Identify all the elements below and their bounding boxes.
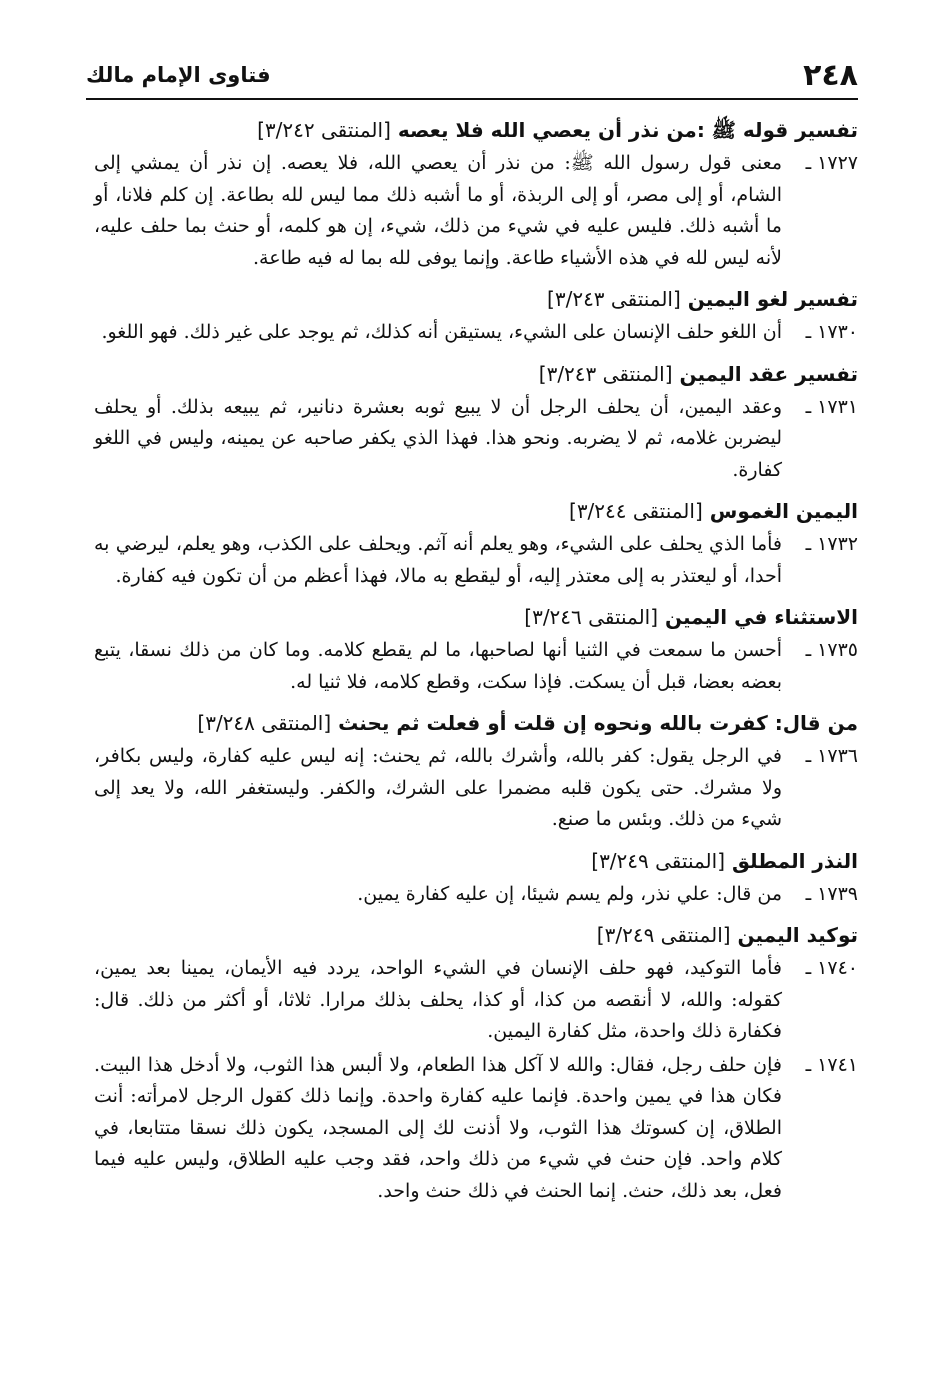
entry-text: فأما الذي يحلف على الشيء، وهو يعلم أنه آثم. ويحلف على الكذب، وهو يعلم، ليرضي به أحدا، أو ليعتذر به إلى معتذر إليه، أو ليقطع به مالا، فهذا أعظم من أن تكون فيه كفارة. (94, 533, 782, 587)
section (94, 599, 858, 698)
entry-text: أن اللغو حلف الإنسان على الشيء، يستيقن أنه كذلك، ثم يوجد على غير ذلك. فهو اللغو. (101, 321, 782, 343)
entry-number: ١٧٣٦ ـ (805, 745, 858, 767)
section-heading (94, 493, 858, 529)
section-title: الاستثناء في اليمين (665, 605, 858, 629)
section-title: تفسير عقد اليمين (679, 361, 858, 386)
fatwa-entry (94, 879, 858, 911)
entry-text: وعقد اليمين، أن يحلف الرجل أن لا يبيع ثوبه بعشرة دنانير، ثم يبيعه بذلك. أو يحلف ليضربن غلامه، ثم لا يضربه. ونحو هذا. فهذا الذي يكفر صاحبه عن يمينه، وليس في اللغو كفارة. (94, 395, 782, 481)
entry-number: ١٧٤١ ـ (805, 1053, 858, 1076)
section (94, 356, 858, 487)
entry-number: ١٧٤٠ ـ (805, 957, 858, 979)
entry-text: في الرجل يقول: كفر بالله، وأشرك بالله، ثم يحنث: إنه ليس عليه كفارة، وليس بكافر، ولا مشرك. حتى يكون قلبه مضمرا على الشرك، والكفر. وليستغفر الله، ولا يعد إلى شيء من ذلك. وبئس ما صنع. (94, 745, 782, 830)
section-heading (94, 112, 858, 148)
section (94, 281, 858, 349)
section-reference: [المنتقى ٣/٢٤٣] (538, 361, 673, 386)
entry-number: ١٧٢٧ ـ (805, 152, 858, 174)
fatwa-entry (94, 1050, 858, 1208)
section-title: تفسير قوله ﷺ :من نذر أن يعصي الله فلا يعصه (397, 118, 858, 142)
section-reference: [المنتقى ٣/٢٤٢] (257, 118, 391, 142)
section-reference: [المنتقى ٣/٢٤٩] (596, 923, 731, 947)
section-heading (94, 281, 858, 317)
section-title: من قال: كفرت بالله ونحوه إن قلت أو فعلت ثم يحنث (338, 711, 858, 735)
entry-text: من قال: علي نذر، ولم يسم شيئا، إن عليه كفارة يمين. (357, 882, 782, 905)
section-heading (94, 599, 858, 635)
entry-number: ١٧٣٥ ـ (805, 639, 858, 661)
entry-text: فأما التوكيد، فهو حلف الإنسان في الشيء الواحد، يردد فيه الأيمان، يمينا بعد يمين، كقوله: والله، لا أنقصه من كذا، أو كذا، يحلف بذلك مرارا. ثلاثا، أو أكثر من ذلك. قال: فكفارة ذلك واحدة، مثل كفارة اليمين. (94, 957, 782, 1042)
section (94, 705, 858, 836)
section-reference: [المنتقى ٣/٢٤٤] (569, 499, 703, 523)
page-number: ٢٤٨ (803, 57, 858, 93)
section (94, 493, 858, 592)
section-heading (94, 843, 858, 879)
entry-text: فإن حلف رجل، فقال: والله لا آكل هذا الطعام، ولا ألبس هذا الثوب، ولا أدخل هذا البيت. فكان هذا في يمين واحدة. فإنما عليه كفارة واحدة. وإنما ذلك كقول الرجل لامرأته: أنت الطلاق، إن كسوتك هذا الثوب، ولا أذنت لك إلى المسجد، يكون ذلك نسقا متتابعا، في كلام واحد. فإن حنث في شيء من ذلك واحد، فقد وجب عليه الطلاق، وليس عليه فيما فعل، بعد ذلك، حنث. إنما الحنث في ذلك حنث واحد. (94, 1053, 782, 1202)
running-title: فتاوى الإمام مالك (86, 63, 271, 87)
section-reference: [المنتقى ٣/٢٤٩] (591, 848, 726, 873)
running-header (86, 52, 858, 100)
section (94, 917, 858, 1207)
section-heading (94, 917, 858, 953)
fatwa-entry (94, 392, 858, 487)
fatwa-entry (94, 529, 858, 592)
entry-number: ١٧٣٠ ـ (805, 321, 858, 343)
page-body (94, 112, 858, 1214)
entry-number: ١٧٣٢ ـ (805, 533, 858, 555)
section-reference: [المنتقى ٣/٢٤٦] (524, 605, 659, 629)
section-reference: [المنتقى ٣/٢٤٨] (197, 711, 332, 735)
fatwa-entry (94, 148, 858, 274)
fatwa-entry (94, 635, 858, 698)
entry-text: أحسن ما سمعت في الثنيا أنها لصاحبها، ما لم يقطع كلامه. وما كان من ذلك نسقا، يتبع بعضه بعضا، قبل أن يسكت. فإذا سكت، وقطع كلامه، فلا ثنيا له. (94, 639, 782, 693)
section-title: اليمين الغموس (709, 499, 858, 523)
section-heading (94, 356, 858, 392)
fatwa-entry (94, 741, 858, 836)
fatwa-entry (94, 953, 858, 1048)
section-reference: [المنتقى ٣/٢٤٣] (547, 287, 681, 311)
section-title: تفسير لغو اليمين (687, 287, 858, 311)
section-title: النذر المطلق (731, 848, 858, 873)
fatwa-entry (94, 317, 858, 349)
section-heading (94, 705, 858, 741)
entry-number: ١٧٣١ ـ (805, 395, 858, 418)
section-title: توكيد اليمين (737, 923, 858, 947)
entry-text: معنى قول رسول الله ﷺ: من نذر أن يعصي الله، فلا يعصه. إن نذر أن يمشي إلى الشام، أو إلى مصر، أو إلى الربذة، أو ما أشبه ذلك مما ليس لله بطاعة. إن كلم فلانا، أو ما أشبه ذلك. فليس عليه في شيء من ذلك، شيء، إن هو كلمه، أو حنث بما حلف عليه، لأنه ليس لله في هذه الأشياء طاعة. وإنما يوفى لله بما له فيه طاعة. (94, 152, 782, 269)
section (94, 843, 858, 911)
entry-number: ١٧٣٩ ـ (805, 882, 858, 905)
section (94, 112, 858, 274)
